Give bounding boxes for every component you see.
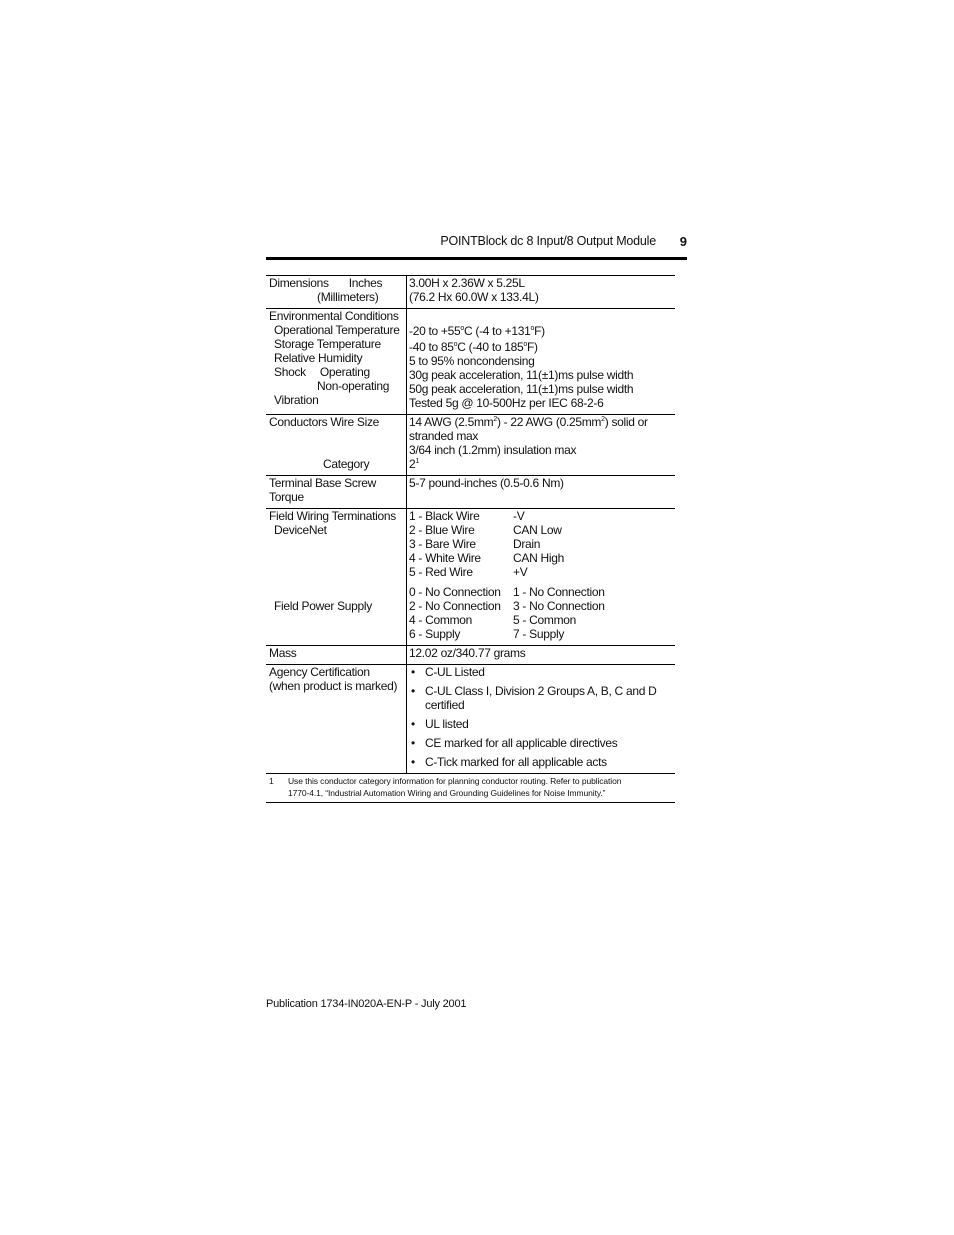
header-title: POINTBlock dc 8 Input/8 Output Module <box>440 234 656 248</box>
devicenet-terminal: 4 - White Wire CAN High <box>409 551 564 565</box>
list-item: • C-UL Listed <box>411 665 485 679</box>
spec-value <box>407 509 676 646</box>
spec-label: Conductors Wire Size Category <box>266 415 407 476</box>
page-header <box>266 234 687 256</box>
list-item: • UL listed <box>411 717 469 731</box>
spec-label: Mass <box>266 646 407 665</box>
table-footnote: 1 Use this conductor category information for planning conductor routing. Refer to publication 1770-4.1, “Industrial Automation Wiring and Grounding Guidelines for Noise Immunity.” <box>266 774 675 803</box>
devicenet-terminal: 1 - Black Wire -V <box>409 509 525 523</box>
power-terminal: 4 - Common 5 - Common <box>409 613 577 627</box>
spec-label: Dimensions Inches (Millimeters) <box>266 276 407 309</box>
spec-row-mass <box>266 646 675 665</box>
bullet-icon: • <box>411 736 415 750</box>
spec-row-field-wiring <box>266 509 675 646</box>
spec-value: 3.00H x 2.36W x 5.25L (76.2 Hx 60.0W x 133.4L) <box>407 276 676 309</box>
list-item: • CE marked for all applicable directives <box>411 736 618 750</box>
spec-label: Environmental Conditions Operational Temperature Storage Temperature Relative Humidity Shock Operating Non-operating Vibration <box>266 309 407 415</box>
power-terminal: 6 - Supply 7 - Supply <box>409 627 565 641</box>
spec-label: Agency Certification (when product is marked) <box>266 665 407 774</box>
list-item: • C-UL Class I, Division 2 Groups A, B, C and D certified <box>411 684 657 712</box>
spec-value: 14 AWG $(2.5mm^2) - 22$ AWG $(0.25mm^2)$ solid or stranded max 3/64 inch (1.2mm) insulation max $2^1$ <box>407 415 676 476</box>
page-number: 9 <box>679 234 687 249</box>
footnote-number: 1 <box>269 776 274 786</box>
spec-value: -20 to $+55^oC$ (-4 to $+131^oF$) -40 to 85$^o$C (-40 to 185$^o$F) 5 to 95% noncondensing 30g peak acceleration, 11(±1)ms pulse width 50g peak acceleration, 11(±1)ms pulse width Tested 5g @ 10-500Hz per IEC 68-2-6 <box>407 309 676 415</box>
spec-row-environmental <box>266 309 675 415</box>
power-terminal: 0 - No Connection 1 - No Connection <box>409 585 605 599</box>
spec-row-dimensions <box>266 276 675 309</box>
bullet-icon: • <box>411 665 415 679</box>
devicenet-terminal: 5 - Red Wire +V <box>409 565 528 579</box>
spec-row-conductors <box>266 415 675 476</box>
header-rule <box>266 257 687 260</box>
bullet-icon: • <box>411 755 415 769</box>
specifications-table <box>266 275 675 803</box>
list-item: • C-Tick marked for all applicable acts <box>411 755 607 769</box>
devicenet-terminal: 3 - Bare Wire Drain <box>409 537 541 551</box>
power-terminal: 2 - No Connection 3 - No Connection <box>409 599 605 613</box>
spec-row-agency <box>266 665 675 774</box>
bullet-icon: • <box>411 684 415 698</box>
spec-label: Terminal Base Screw Torque <box>266 476 407 509</box>
spec-value <box>407 665 676 774</box>
spec-value: 5-7 pound-inches (0.5-0.6 Nm) <box>407 476 676 509</box>
publication-footer: Publication 1734-IN020A-EN-P - July 2001 <box>266 998 467 1010</box>
devicenet-terminal: 2 - Blue Wire CAN Low <box>409 523 562 537</box>
spec-label: Field Wiring Terminations DeviceNet Field Power Supply <box>266 509 407 646</box>
spec-row-torque <box>266 476 675 509</box>
bullet-icon: • <box>411 717 415 731</box>
spec-value: 12.02 oz/340.77 grams <box>407 646 676 665</box>
